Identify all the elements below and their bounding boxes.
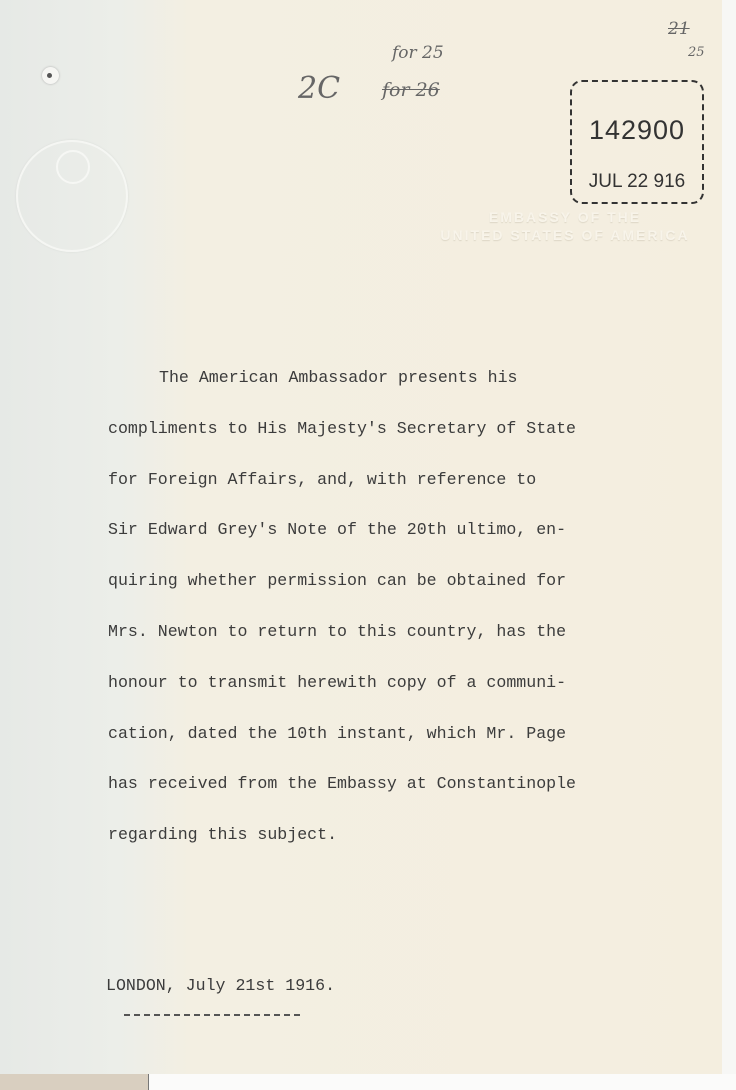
letterhead-line: UNITED STATES OF AMERICA xyxy=(440,227,690,243)
body-line: compliments to His Majesty's Secretary of State xyxy=(108,418,577,438)
handwritten-reference: 2C xyxy=(298,71,341,106)
body-line: has received from the Embassy at Constantinople xyxy=(108,774,577,794)
letterhead-line: EMBASSY OF THE xyxy=(488,209,642,225)
page-edge xyxy=(722,0,736,1090)
body-line: The American Ambassador presents his xyxy=(159,368,518,387)
stamp-number: 142900 xyxy=(588,115,686,145)
body-line: cation, dated the 10th instant, which Mr. Page xyxy=(108,723,567,743)
letter-body xyxy=(108,368,576,876)
background-surface xyxy=(0,1074,148,1090)
received-stamp xyxy=(570,80,704,204)
next-page-edge xyxy=(148,1074,736,1090)
body-line: for Foreign Affairs, and, with reference to xyxy=(108,469,537,489)
stamp-date: JUL 22 916 xyxy=(588,171,686,192)
place-and-date: LONDON, July 21st 1916. xyxy=(106,976,336,995)
embossed-letterhead xyxy=(430,208,700,244)
punch-hole xyxy=(42,67,59,84)
body-line: honour to transmit herewith copy of a communi- xyxy=(108,672,567,692)
underline-rule xyxy=(124,1014,300,1016)
body-line: regarding this subject. xyxy=(108,825,338,845)
handwritten-note: for 25 xyxy=(392,43,444,63)
handwritten-number: 25 xyxy=(688,45,705,60)
embossed-seal xyxy=(16,140,128,252)
body-line: Mrs. Newton to return to this country, has the xyxy=(108,621,567,641)
body-line: Sir Edward Grey's Note of the 20th ultimo, en- xyxy=(108,520,567,540)
body-line: quiring whether permission can be obtained for xyxy=(108,571,567,591)
handwritten-struck-number: 21 xyxy=(668,19,690,39)
handwritten-struck-note: for 26 xyxy=(382,79,440,101)
